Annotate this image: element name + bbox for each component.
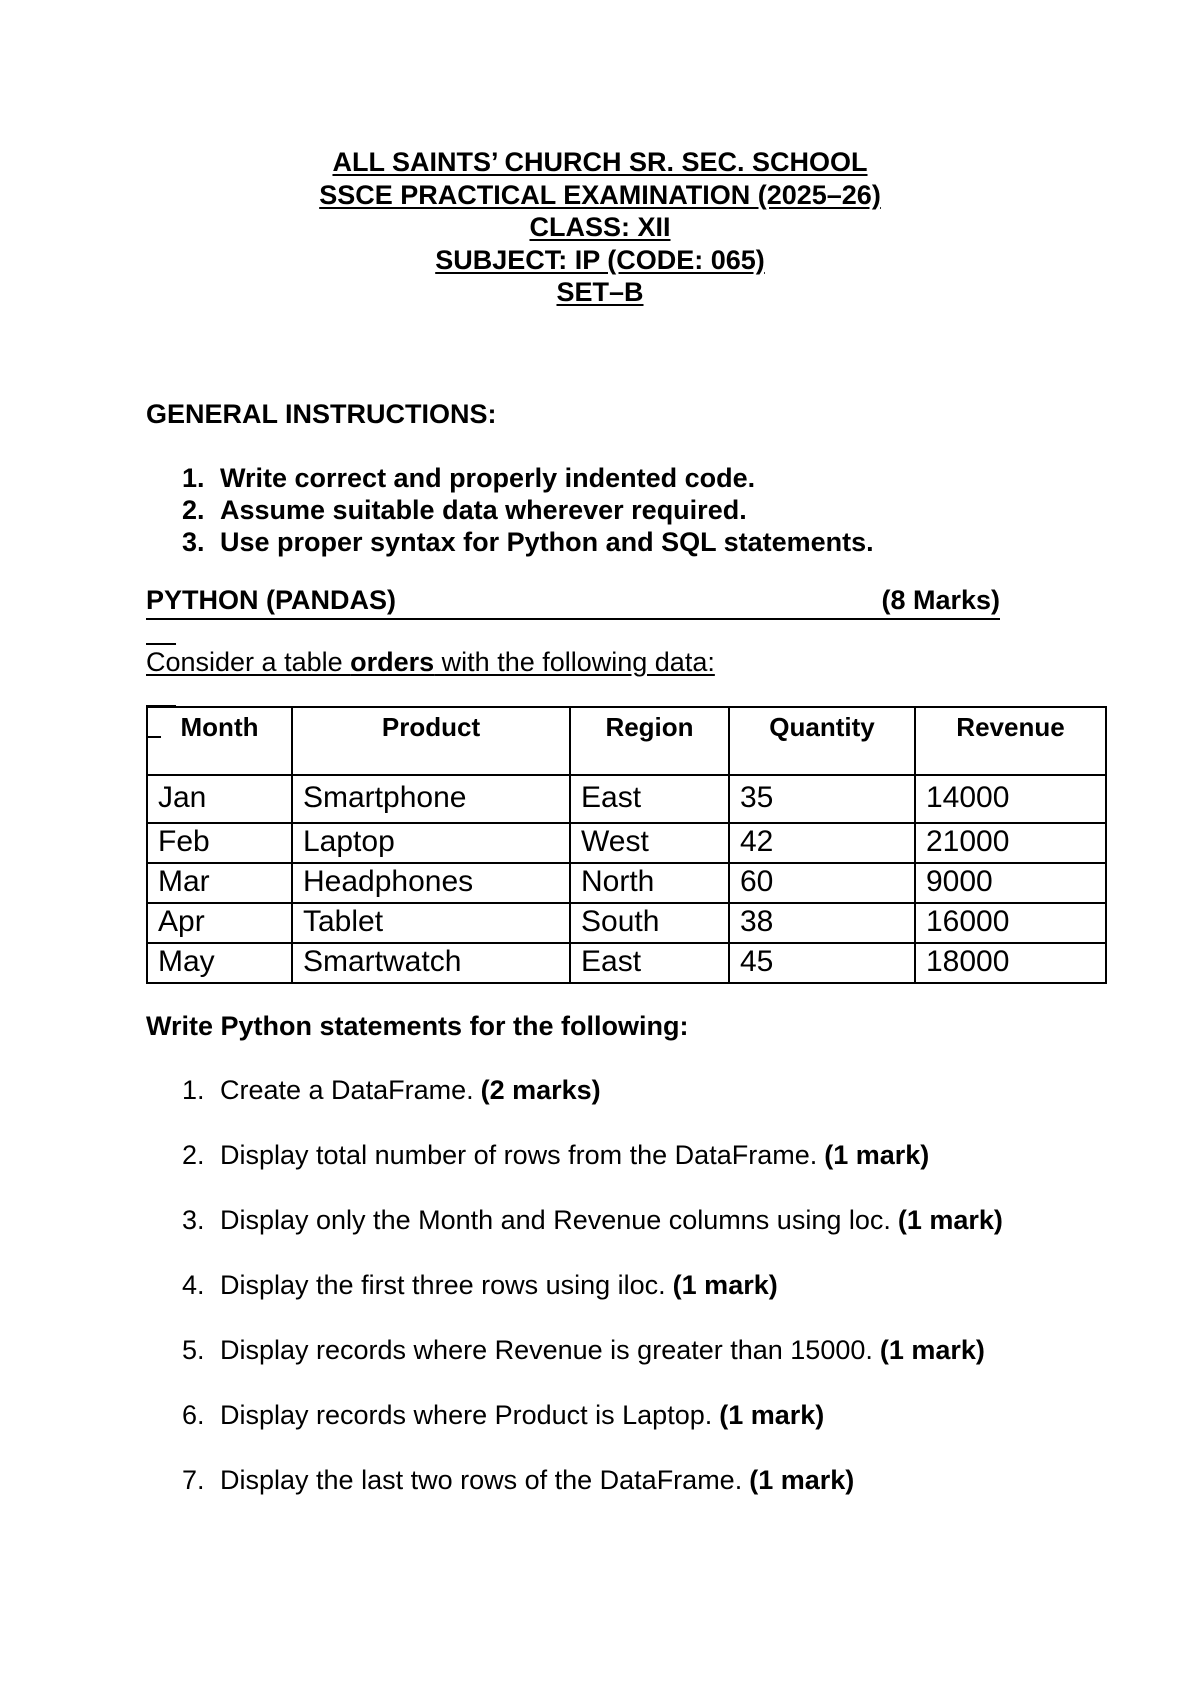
question-text: Display total number of rows from the DataFrame.	[220, 1140, 818, 1170]
table-cell: Tablet	[292, 903, 570, 943]
table-cell: May	[147, 943, 292, 983]
question-number: 7.	[182, 1465, 205, 1495]
table-cell: 60	[729, 863, 915, 903]
table-cell: Apr	[147, 903, 292, 943]
question-marks: (1 mark)	[672, 1270, 778, 1300]
question-number: 3.	[182, 1205, 205, 1235]
table-intro-after: with the following data:	[434, 647, 715, 677]
table-cell: Smartwatch	[292, 943, 570, 983]
table-header-row	[147, 707, 1106, 775]
table-row	[147, 943, 1106, 983]
question-marks: (2 marks)	[480, 1075, 601, 1105]
question-item	[182, 1464, 1003, 1529]
table-cell: 45	[729, 943, 915, 983]
question-marks: (1 mark)	[897, 1205, 1003, 1235]
question-text: Create a DataFrame.	[220, 1075, 474, 1105]
question-text: Display only the Month and Revenue columns using loc.	[220, 1205, 891, 1235]
column-header: Product	[292, 707, 570, 775]
subject-label: SUBJECT: IP (CODE: 065)	[435, 244, 765, 275]
table-cell: 35	[729, 775, 915, 823]
question-text: Display records where Product is Laptop.	[220, 1400, 713, 1430]
instruction-text: Write correct and properly indented code.	[220, 463, 756, 493]
instruction-item	[182, 526, 874, 558]
school-name: ALL SAINTS’ CHURCH SR. SEC. SCHOOL	[332, 147, 868, 177]
page-header	[0, 146, 1200, 309]
instructions-title: GENERAL INSTRUCTIONS:	[146, 399, 497, 429]
table-cell: Smartphone	[292, 775, 570, 823]
question-number: 1.	[182, 1075, 205, 1105]
table-cell: 14000	[915, 775, 1106, 823]
question-number: 2.	[182, 1140, 205, 1170]
table-intro-before: Consider a table	[146, 647, 351, 677]
table-row	[147, 823, 1106, 863]
section-marks: (8 Marks)	[881, 585, 1000, 615]
table-cell: 42	[729, 823, 915, 863]
table-row	[147, 863, 1106, 903]
column-header: Region	[570, 707, 729, 775]
column-header: Revenue	[915, 707, 1106, 775]
table-cell: 38	[729, 903, 915, 943]
table-cell: East	[570, 943, 729, 983]
question-number: 6.	[182, 1400, 205, 1430]
question-item	[182, 1074, 1003, 1139]
question-item	[182, 1334, 1003, 1399]
table-cell: 18000	[915, 943, 1106, 983]
instruction-text: Use proper syntax for Python and SQL statements.	[220, 527, 874, 557]
question-marks: (1 mark)	[749, 1465, 855, 1495]
questions-list	[182, 1074, 1003, 1529]
question-item	[182, 1204, 1003, 1269]
question-item	[182, 1399, 1003, 1464]
section-title: PYTHON (PANDAS)	[146, 585, 397, 615]
table-cell: East	[570, 775, 729, 823]
column-header: Month	[147, 707, 292, 775]
question-item	[182, 1139, 1003, 1204]
instruction-item	[182, 494, 874, 526]
table-row	[147, 775, 1106, 823]
table-cell: Feb	[147, 823, 292, 863]
instructions-list	[182, 462, 874, 558]
section-underline	[146, 618, 1000, 620]
table-cell: West	[570, 823, 729, 863]
instruction-number: 1.	[182, 463, 205, 493]
question-marks: (1 mark)	[719, 1400, 825, 1430]
question-marks: (1 mark)	[879, 1335, 985, 1365]
table-name: orders	[350, 647, 435, 677]
question-marks: (1 mark)	[824, 1140, 930, 1170]
instruction-number: 3.	[182, 527, 205, 557]
table-cell: North	[570, 863, 729, 903]
orders-table	[146, 706, 1107, 984]
table-cell: Laptop	[292, 823, 570, 863]
table-cell: Mar	[147, 863, 292, 903]
table-cell: Jan	[147, 775, 292, 823]
table-cell: Headphones	[292, 863, 570, 903]
question-text: Display records where Revenue is greater than 15000.	[220, 1335, 873, 1365]
question-text: Display the last two rows of the DataFrame.	[220, 1465, 743, 1495]
table-cell: 21000	[915, 823, 1106, 863]
set-label: SET–B	[556, 277, 644, 307]
column-header: Quantity	[729, 707, 915, 775]
question-number: 4.	[182, 1270, 205, 1300]
table-cell: 16000	[915, 903, 1106, 943]
question-text: Display the first three rows using iloc.	[220, 1270, 666, 1300]
table-cell: South	[570, 903, 729, 943]
table-cell: 9000	[915, 863, 1106, 903]
exam-title: SSCE PRACTICAL EXAMINATION (2025–26)	[319, 179, 881, 210]
instruction-text: Assume suitable data wherever required.	[220, 495, 747, 525]
table-row	[147, 903, 1106, 943]
instruction-number: 2.	[182, 495, 205, 525]
instruction-item	[182, 462, 874, 494]
question-item	[182, 1269, 1003, 1334]
table-intro	[146, 647, 715, 678]
class-label: CLASS: XII	[529, 212, 671, 242]
question-number: 5.	[182, 1335, 205, 1365]
questions-title: Write Python statements for the following:	[146, 1011, 689, 1041]
